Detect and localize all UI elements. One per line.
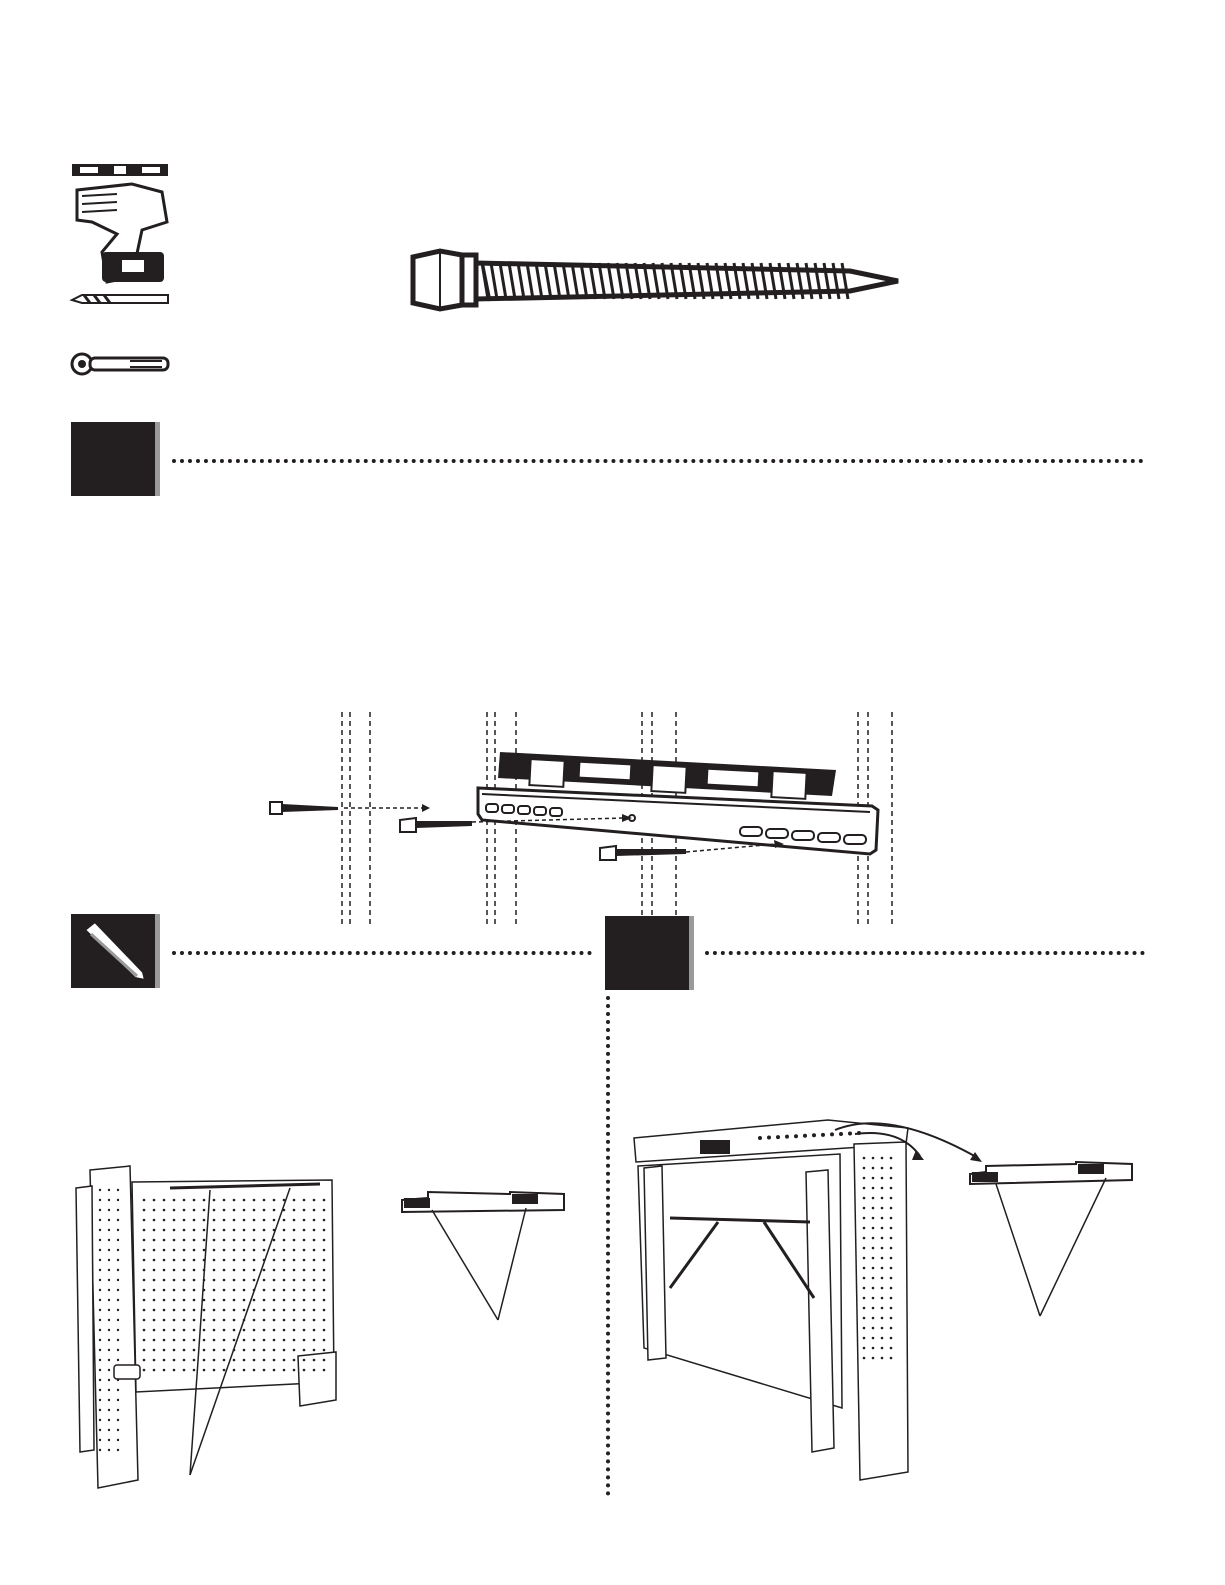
drill-icon [72, 182, 172, 292]
workbench-front-illustration [630, 1118, 920, 1498]
cleat-illustration-right [966, 1160, 1136, 1320]
wall-mount-diagram [260, 710, 920, 930]
column-divider [606, 996, 610, 1496]
lag-screw-2 [400, 818, 472, 832]
tip-box [71, 914, 155, 988]
step-a-divider [172, 459, 1144, 463]
step-b-divider [705, 951, 1145, 955]
step-a-number-box [71, 422, 155, 496]
step-b-number-box [605, 916, 689, 990]
callout-line [498, 1208, 526, 1320]
lag-screw-1 [270, 802, 338, 814]
cleat-illustration-left [398, 1190, 568, 1330]
ratchet-icon [70, 352, 170, 376]
lag-screw-3 [600, 846, 686, 860]
workbench-back-illustration [70, 1160, 345, 1495]
callout-line [1040, 1178, 1106, 1316]
level-icon [72, 164, 168, 178]
callout-line [996, 1184, 1040, 1316]
drill-bit-icon [72, 295, 168, 305]
callout-line [432, 1210, 498, 1320]
tip-divider [172, 951, 592, 955]
pencil-icon [77, 920, 149, 982]
lag-screw-icon [410, 245, 910, 315]
